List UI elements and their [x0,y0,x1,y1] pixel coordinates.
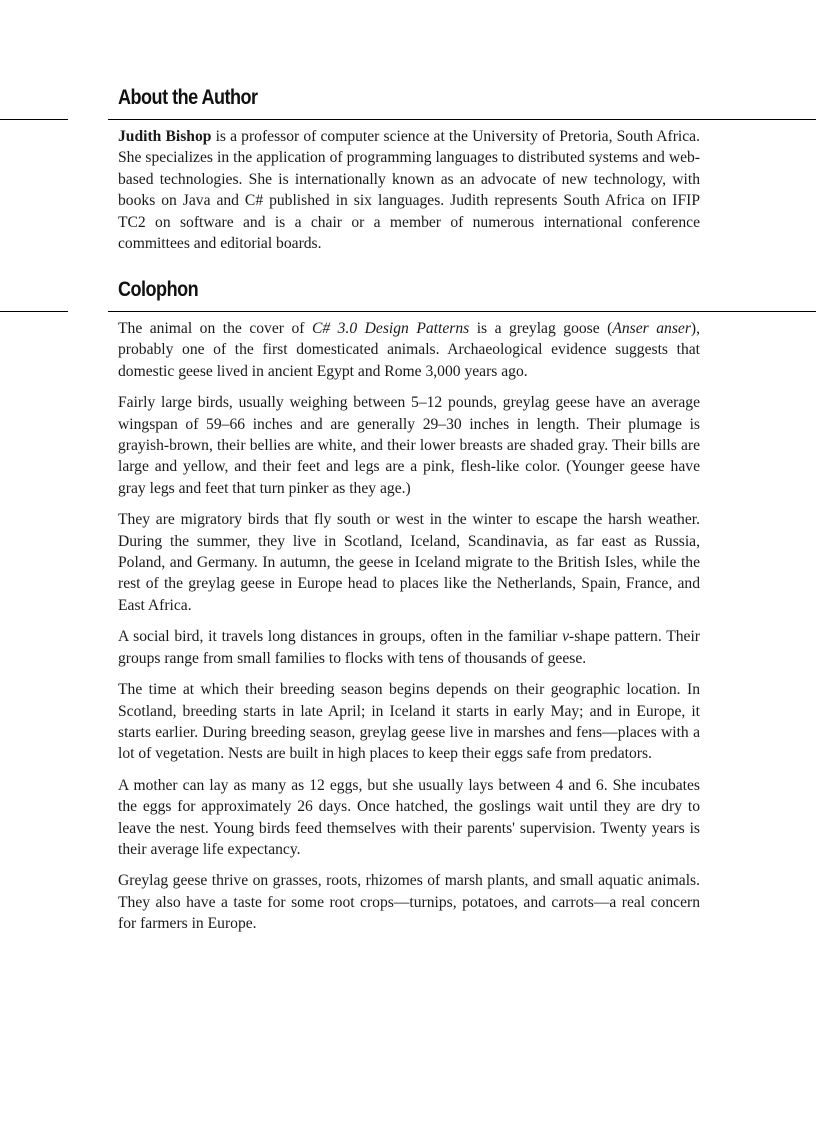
heading-margin-rule [0,311,68,312]
text-run: -shape pattern. Their groups range from small families to flocks with tens of thousands of geese. [118,628,700,667]
species-name: Anser anser [612,320,691,337]
author-bio-text: is a professor of computer science at the University of Pretoria, South Africa. She specializes in the application of programming languages to distributed systems and web-based technologies. She is internationally known as an advocate of new technology, with books on Java and C# published in six languages. Judith represents South Africa on IFIP TC2 on software and is a chair or a member of numerous international conference committees and editorial boards. [118,128,701,253]
colophon-paragraph-6: A mother can lay as many as 12 eggs, but she usually lays between 4 and 6. She incubates the eggs for approximately 26 days. Once hatched, the goslings wait until they are dry to leave the nest. Young birds feed themselves with their parents' supervision. Twenty years is their average life expectancy. [118,776,700,858]
colophon-paragraph-1 [118,318,700,382]
heading-margin-rule [0,119,68,120]
about-author-body [118,126,700,264]
heading-rule [108,119,816,120]
about-author-heading: About the Author [118,86,258,109]
author-name: Judith Bishop [118,128,212,145]
colophon-paragraph-5: The time at which their breeding season begins depends on their geographic location. In Scotland, breeding starts in late April; in Iceland it starts in early May; and in Europe, it starts earlier. During breeding season, greylag geese live in marshes and fens—places with a lot of vegetation. Nests are built in high places to keep their eggs safe from predators. [118,681,700,763]
text-run: The animal on the cover of [118,320,312,337]
colophon-paragraph-2: Fairly large birds, usually weighing between 5–12 pounds, greylag geese have an average wingspan of 59–66 inches and are generally 29–30 inches in length. Their plumage is grayish-brown, their bellies are white, and their lower breasts are shaded gray. Their bills are large and yellow, and their feet and legs are a pink, flesh-like color. (Younger geese have gray legs and feet that turn pinker as they age.) [118,394,700,497]
colophon-paragraph-7: Greylag geese thrive on grasses, roots, rhizomes of marsh plants, and small aquatic animals. They also have a taste for some root crops—turnips, potatoes, and carrots—a real concern for farmers in Europe. [118,872,700,933]
heading-rule [108,311,816,312]
text-run: is a greylag goose ( [469,320,613,337]
v-shape-letter: v [562,628,570,646]
colophon-paragraph-3: They are migratory birds that fly south or west in the winter to escape the harsh weather. During the summer, they live in Scotland, Iceland, Scandinavia, as far east as Russia, Poland, and Germany. In autumn, the geese in Iceland migrate to the British Isles, while the rest of the greylag geese in Europe head to places like the Netherlands, Spain, France, and East Africa. [118,511,700,614]
text-run: ), probably one of the first domesticated animals. Archaeological evidence suggests that domestic geese lived in ancient Egypt and Rome 3,000 years ago. [118,320,700,380]
author-bio-paragraph [118,126,700,254]
text-run: A social bird, it travels long distances in groups, often in the familiar [118,628,563,646]
book-title: C# 3.0 Design Patterns [311,320,470,337]
colophon-paragraph-4 [118,626,700,669]
colophon-body [118,318,700,945]
colophon-heading: Colophon [118,278,199,301]
